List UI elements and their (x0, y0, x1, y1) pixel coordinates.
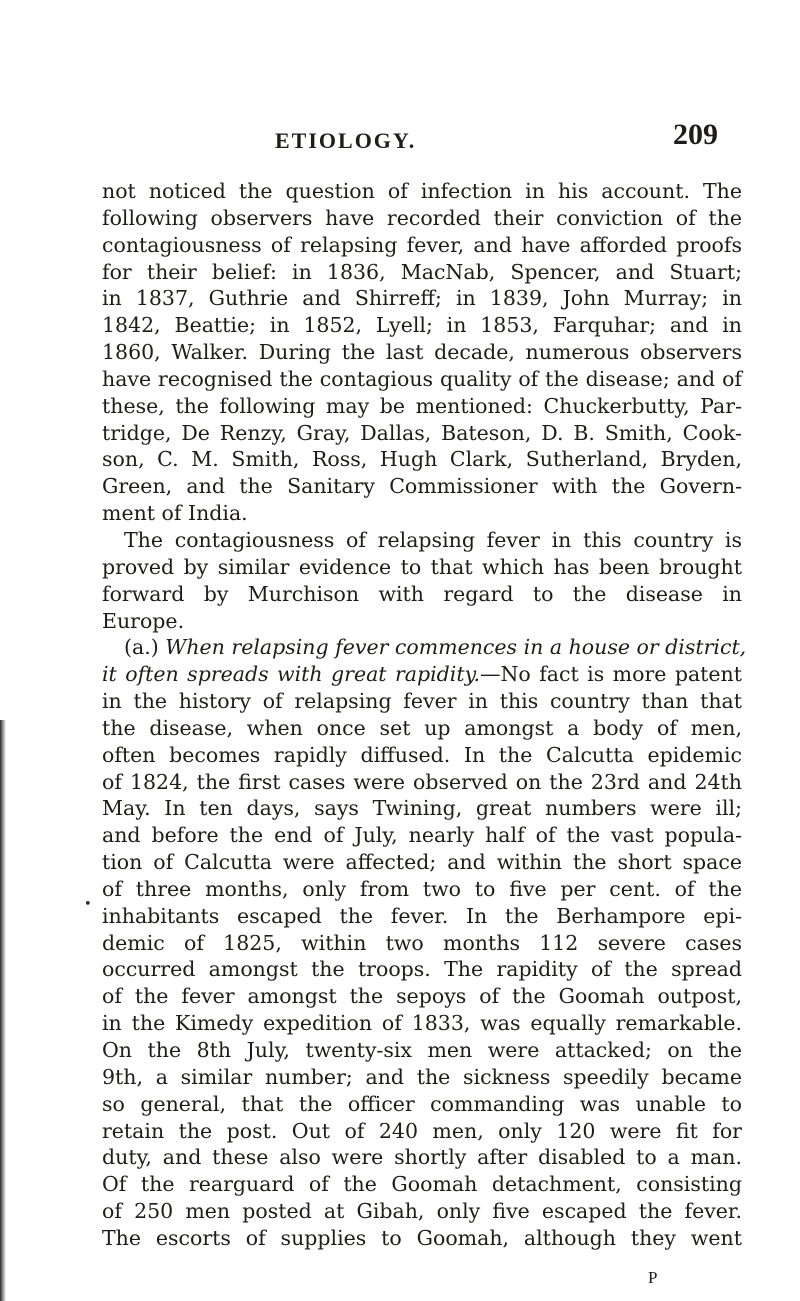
text-line: tion of Calcutta were affected; and within the short space (102, 850, 742, 875)
text-line: 1842, Beattie; in 1852, Lyell; in 1853, Farquhar; and in (102, 313, 742, 338)
text-line: and before the end of July, nearly half of the vast popula- (102, 823, 742, 848)
running-head: ETIOLOGY. (275, 128, 417, 153)
text-line: duty, and these also were shortly after disabled to a man. (102, 1145, 742, 1170)
text-line: tridge, De Renzy, Gray, Dallas, Bateson, D. B. Smith, Cook- (102, 420, 742, 445)
text-line: On the 8th July, twenty-six men were attacked; on the (102, 1038, 742, 1062)
text-line: Green, and the Sanitary Commissioner with the Govern- (102, 474, 742, 499)
text-line: it often spreads with great rapidity.—No fact is more patent (102, 662, 742, 687)
text-line: forward by Murchison with regard to the disease in (102, 581, 742, 606)
text-line: contagiousness of relapsing fever, and have afforded proofs (102, 232, 742, 257)
text-line: 1860, Walker. During the last decade, numerous observers (102, 340, 742, 365)
text-line: son, C. M. Smith, Ross, Hugh Clark, Sutherland, Bryden, (102, 447, 742, 472)
page-header (100, 118, 740, 178)
text-line: Europe. (102, 608, 185, 633)
text-line: of three months, only from two to five per cent. of the (102, 876, 742, 901)
text-line: ment of India. (102, 501, 248, 526)
text-line: The contagiousness of relapsing fever in this country is (124, 527, 742, 552)
text-line: of 250 men posted at Gibah, only five escaped the fever. (102, 1199, 742, 1224)
text-line: in the Kimedy expedition of 1833, was equally remarkable. (102, 1011, 742, 1036)
text-line: often becomes rapidly diffused. In the Calcutta epidemic (102, 742, 742, 767)
text-line: in the history of relapsing fever in this country than that (102, 689, 742, 714)
text-line: proved by similar evidence to that which has been brought (102, 554, 742, 579)
text-line: these, the following may be mentioned: Chuckerbutty, Par- (102, 393, 742, 418)
signature-mark: P (648, 1268, 658, 1287)
text-line: demic of 1825, within two months 112 severe cases (102, 930, 742, 955)
page-number: 209 (673, 118, 718, 151)
text-line: 9th, a similar number; and the sickness speedily became (102, 1064, 742, 1089)
text-line: occurred amongst the troops. The rapidity of the spread (102, 957, 742, 982)
text-line: of the fever amongst the sepoys of the Goomah outpost, (102, 984, 742, 1009)
text-line: so general, that the officer commanding was unable to (102, 1091, 742, 1116)
text-line: the disease, when once set up amongst a body of men, (102, 715, 742, 740)
text-line: The escorts of supplies to Goomah, although they went (102, 1225, 742, 1250)
text-line: May. In ten days, says Twining, great numbers were ill; (102, 796, 742, 821)
body-text (102, 178, 747, 1252)
text-line: Of the rearguard of the Goomah detachment, consisting (102, 1172, 742, 1197)
text-line: following observers have recorded their conviction of the (102, 205, 742, 230)
text-line: not noticed the question of infection in his account. The (102, 179, 742, 203)
text-line: have recognised the contagious quality of the disease; and of (102, 366, 742, 391)
page-edge-shadow (0, 720, 6, 1301)
text-line: in 1837, Guthrie and Shirreff; in 1839, John Murray; in (102, 286, 742, 311)
text-line: inhabitants escaped the fever. In the Berhampore epi- (102, 903, 742, 928)
margin-mark: • (84, 897, 92, 912)
text-line: for their belief: in 1836, MacNab, Spencer, and Stuart; (102, 259, 742, 284)
text-line: (a.) When relapsing fever commences in a house or district, (124, 635, 747, 660)
text-line: retain the post. Out of 240 men, only 120 were fit for (102, 1118, 742, 1143)
text-line: of 1824, the first cases were observed on the 23rd and 24th (102, 769, 742, 794)
